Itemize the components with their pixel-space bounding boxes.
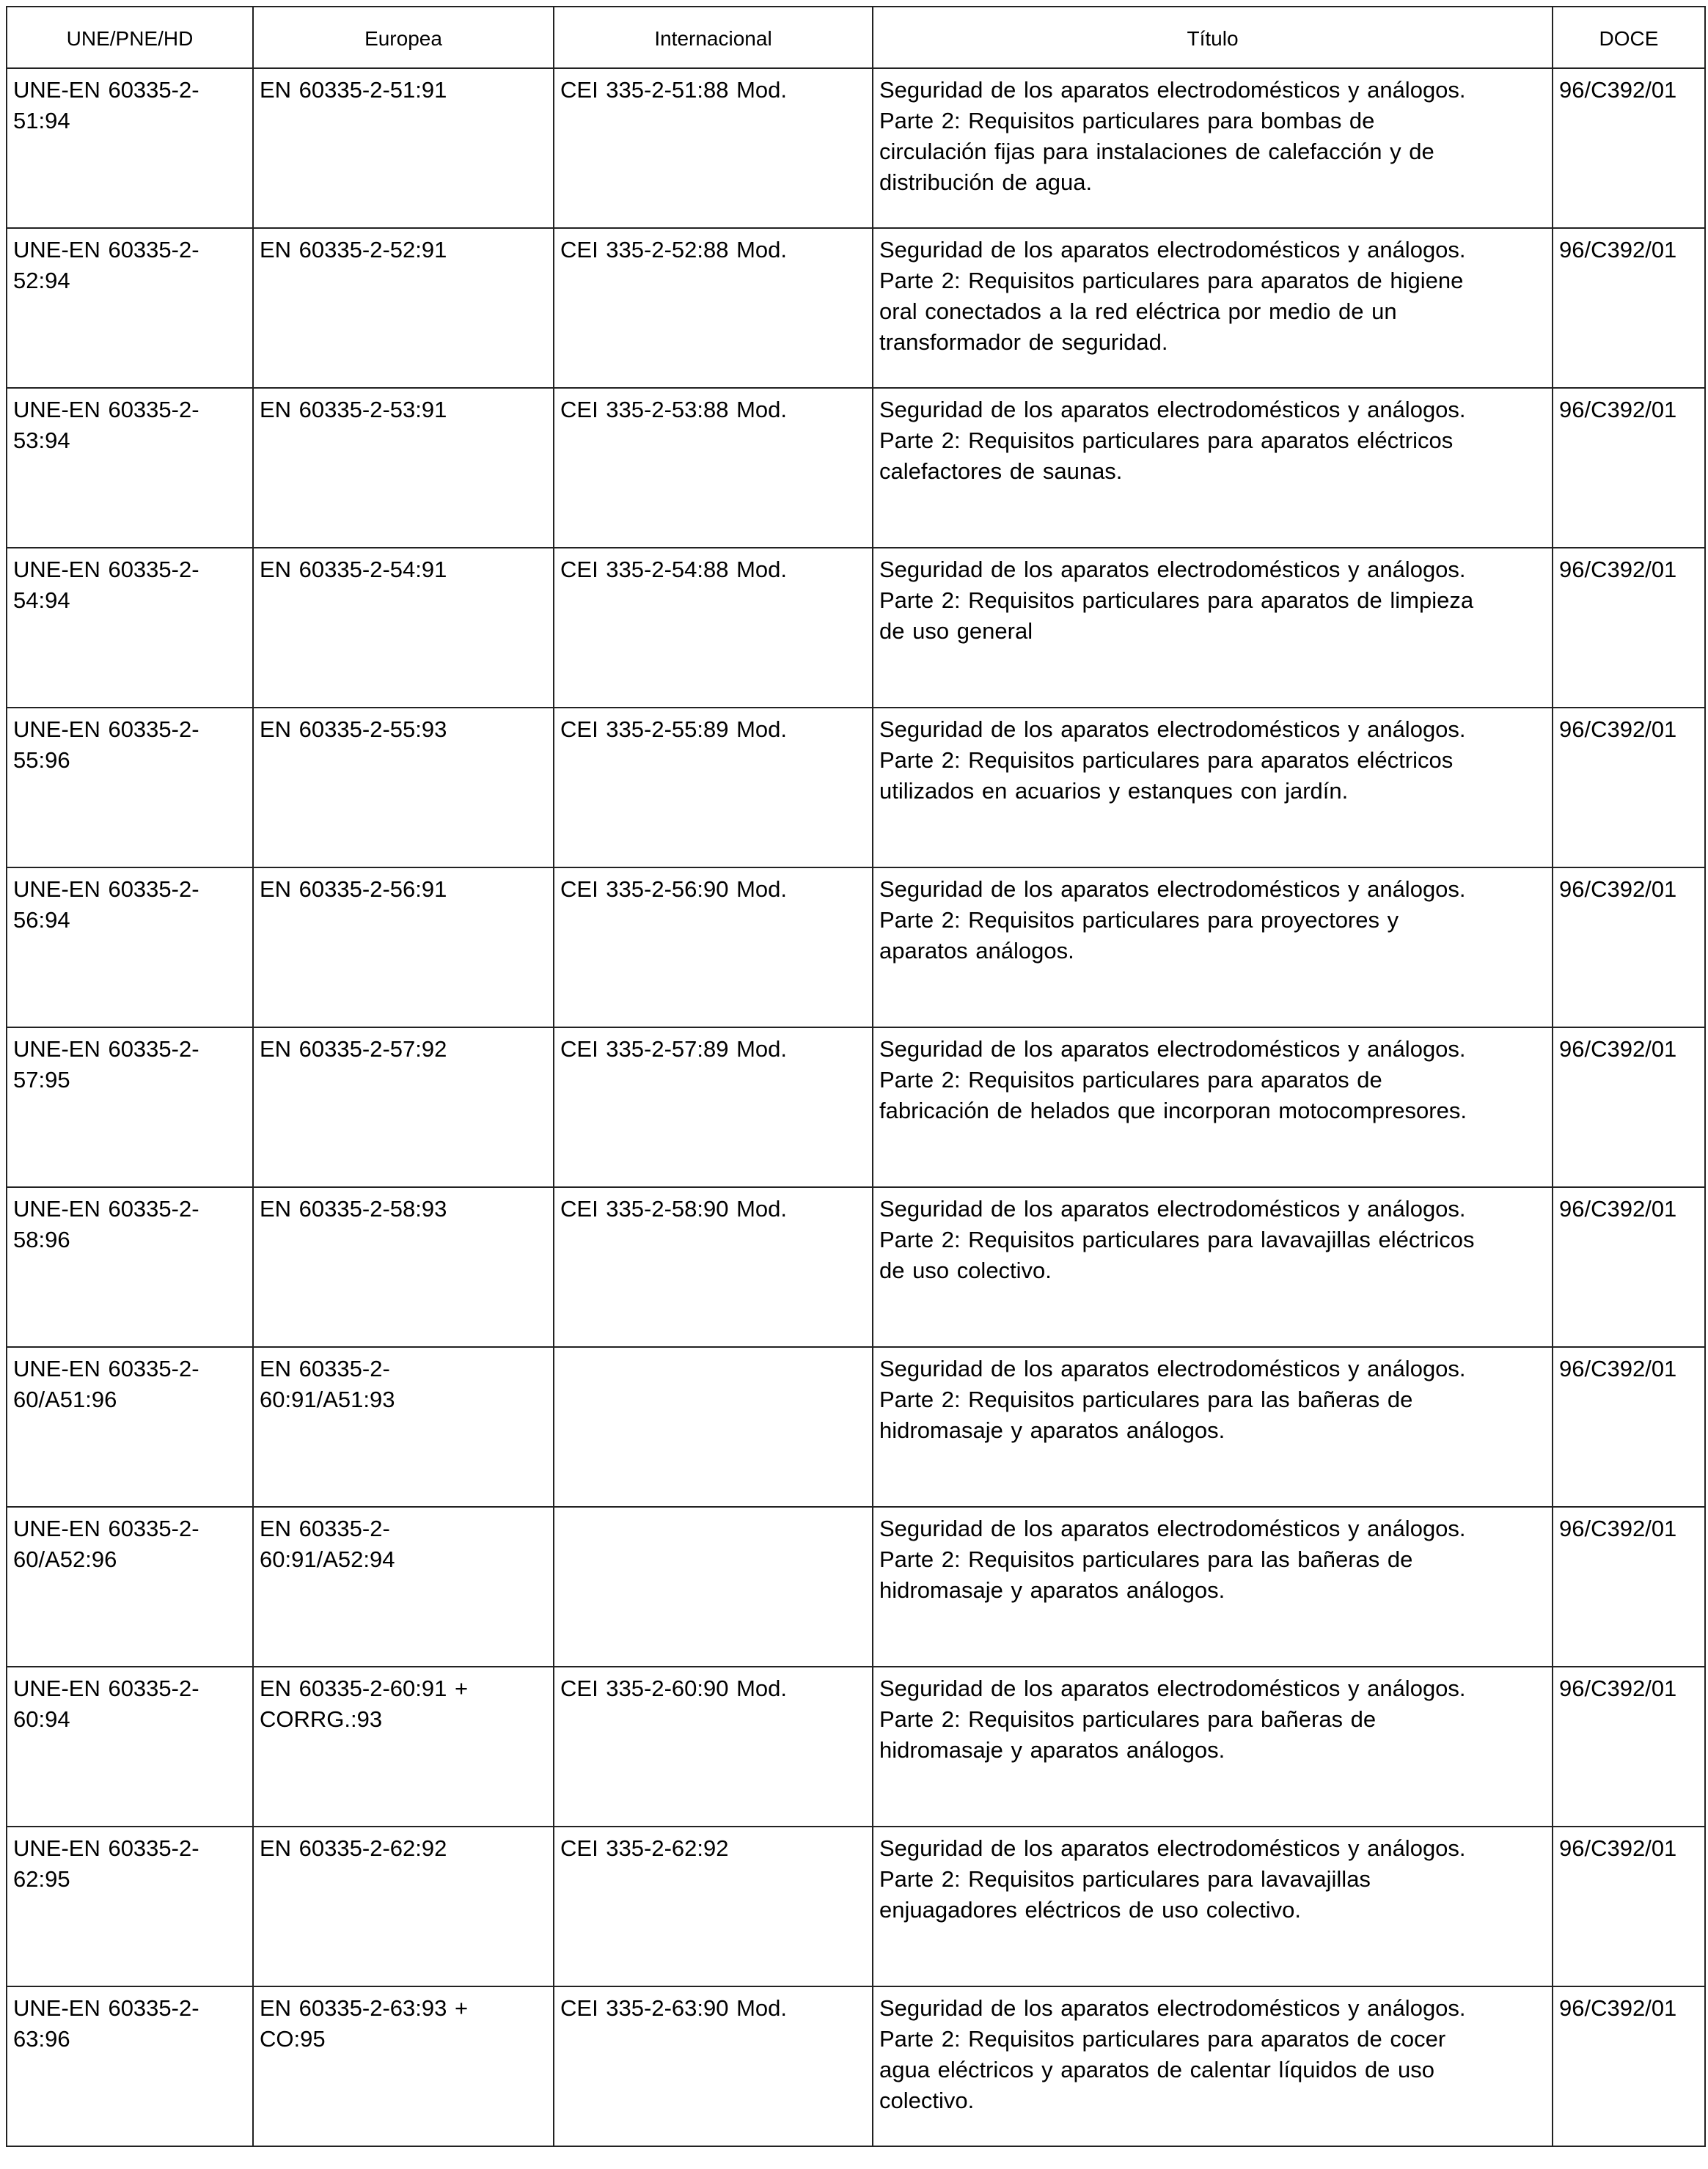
cell-une: UNE-EN 60335-2- 58:96 (7, 1187, 253, 1347)
table-row (7, 388, 1705, 548)
cell-titulo: Seguridad de los aparatos electrodomésticos y análogos. Parte 2: Requisitos particulares para las bañeras de hidromasaje y aparatos análogos. (873, 1507, 1553, 1667)
table-row (7, 1507, 1705, 1667)
cell-titulo: Seguridad de los aparatos electrodomésticos y análogos. Parte 2: Requisitos particulares para las bañeras de hidromasaje y aparatos análogos. (873, 1347, 1553, 1507)
cell-doce: 96/C392/01 (1553, 1667, 1705, 1827)
cell-internacional: CEI 335-2-56:90 Mod. (554, 867, 873, 1027)
header-doce: DOCE (1553, 7, 1705, 68)
cell-europea: EN 60335-2-57:92 (253, 1027, 554, 1187)
cell-une: UNE-EN 60335-2- 63:96 (7, 1986, 253, 2146)
cell-internacional (554, 1347, 873, 1507)
header-internacional: Internacional (554, 7, 873, 68)
cell-titulo: Seguridad de los aparatos electrodomésticos y análogos. Parte 2: Requisitos particulares para proyectores y aparatos análogos. (873, 867, 1553, 1027)
cell-doce: 96/C392/01 (1553, 708, 1705, 867)
cell-doce: 96/C392/01 (1553, 1507, 1705, 1667)
cell-europea: EN 60335-2-56:91 (253, 867, 554, 1027)
cell-une: UNE-EN 60335-2- 53:94 (7, 388, 253, 548)
cell-europea: EN 60335-2-52:91 (253, 228, 554, 388)
cell-doce: 96/C392/01 (1553, 867, 1705, 1027)
cell-doce: 96/C392/01 (1553, 1027, 1705, 1187)
cell-une: UNE-EN 60335-2- 60/A52:96 (7, 1507, 253, 1667)
table-row (7, 1027, 1705, 1187)
cell-titulo: Seguridad de los aparatos electrodomésticos y análogos. Parte 2: Requisitos particulares para aparatos eléctricos calefactores de saunas. (873, 388, 1553, 548)
table-row (7, 708, 1705, 867)
cell-doce: 96/C392/01 (1553, 1986, 1705, 2146)
cell-europea: EN 60335-2-54:91 (253, 548, 554, 708)
cell-une: UNE-EN 60335-2- 52:94 (7, 228, 253, 388)
table-row (7, 867, 1705, 1027)
cell-doce: 96/C392/01 (1553, 388, 1705, 548)
cell-internacional: CEI 335-2-58:90 Mod. (554, 1187, 873, 1347)
cell-internacional: CEI 335-2-53:88 Mod. (554, 388, 873, 548)
cell-europea: EN 60335-2- 60:91/A52:94 (253, 1507, 554, 1667)
cell-doce: 96/C392/01 (1553, 548, 1705, 708)
cell-europea: EN 60335-2-51:91 (253, 68, 554, 228)
cell-titulo: Seguridad de los aparatos electrodomésticos y análogos. Parte 2: Requisitos particulares para bombas de circulación fijas para instalaciones de calefacción y de distribución de agua. (873, 68, 1553, 228)
cell-titulo: Seguridad de los aparatos electrodomésticos y análogos. Parte 2: Requisitos particulares para aparatos eléctricos utilizados en acuarios y estanques con jardín. (873, 708, 1553, 867)
standards-table (6, 6, 1706, 2147)
cell-doce: 96/C392/01 (1553, 1827, 1705, 1986)
header-europea: Europea (253, 7, 554, 68)
cell-europea: EN 60335-2-55:93 (253, 708, 554, 867)
cell-une: UNE-EN 60335-2- 56:94 (7, 867, 253, 1027)
cell-une: UNE-EN 60335-2- 62:95 (7, 1827, 253, 1986)
cell-europea: EN 60335-2-60:91 + CORRG.:93 (253, 1667, 554, 1827)
table-row (7, 228, 1705, 388)
cell-titulo: Seguridad de los aparatos electrodomésticos y análogos. Parte 2: Requisitos particulares para lavavajillas enjuagadores eléctricos de uso colectivo. (873, 1827, 1553, 1986)
cell-une: UNE-EN 60335-2- 57:95 (7, 1027, 253, 1187)
cell-europea: EN 60335-2- 60:91/A51:93 (253, 1347, 554, 1507)
header-une: UNE/PNE/HD (7, 7, 253, 68)
cell-internacional: CEI 335-2-51:88 Mod. (554, 68, 873, 228)
cell-une: UNE-EN 60335-2- 51:94 (7, 68, 253, 228)
cell-doce: 96/C392/01 (1553, 68, 1705, 228)
header-titulo: Título (873, 7, 1553, 68)
table-row (7, 1667, 1705, 1827)
cell-une: UNE-EN 60335-2- 60/A51:96 (7, 1347, 253, 1507)
cell-doce: 96/C392/01 (1553, 1347, 1705, 1507)
cell-europea: EN 60335-2-58:93 (253, 1187, 554, 1347)
table-row (7, 68, 1705, 228)
cell-doce: 96/C392/01 (1553, 1187, 1705, 1347)
cell-internacional: CEI 335-2-60:90 Mod. (554, 1667, 873, 1827)
table-row (7, 548, 1705, 708)
cell-internacional: CEI 335-2-62:92 (554, 1827, 873, 1986)
cell-internacional: CEI 335-2-52:88 Mod. (554, 228, 873, 388)
cell-titulo: Seguridad de los aparatos electrodomésticos y análogos. Parte 2: Requisitos particulares para aparatos de cocer agua eléctricos y aparatos de calentar líquidos de uso colectivo. (873, 1986, 1553, 2146)
cell-titulo: Seguridad de los aparatos electrodomésticos y análogos. Parte 2: Requisitos particulares para bañeras de hidromasaje y aparatos análogos. (873, 1667, 1553, 1827)
table-row (7, 1986, 1705, 2146)
table-row (7, 1827, 1705, 1986)
cell-internacional (554, 1507, 873, 1667)
cell-internacional: CEI 335-2-55:89 Mod. (554, 708, 873, 867)
cell-internacional: CEI 335-2-63:90 Mod. (554, 1986, 873, 2146)
table-body (7, 68, 1705, 2146)
cell-europea: EN 60335-2-53:91 (253, 388, 554, 548)
cell-internacional: CEI 335-2-57:89 Mod. (554, 1027, 873, 1187)
cell-une: UNE-EN 60335-2- 55:96 (7, 708, 253, 867)
table-row (7, 1187, 1705, 1347)
cell-titulo: Seguridad de los aparatos electrodomésticos y análogos. Parte 2: Requisitos particulares para lavavajillas eléctricos de uso colectivo. (873, 1187, 1553, 1347)
cell-titulo: Seguridad de los aparatos electrodomésticos y análogos. Parte 2: Requisitos particulares para aparatos de fabricación de helados que incorporan motocompresores. (873, 1027, 1553, 1187)
cell-une: UNE-EN 60335-2- 54:94 (7, 548, 253, 708)
cell-titulo: Seguridad de los aparatos electrodomésticos y análogos. Parte 2: Requisitos particulares para aparatos de limpieza de uso general (873, 548, 1553, 708)
cell-une: UNE-EN 60335-2- 60:94 (7, 1667, 253, 1827)
cell-internacional: CEI 335-2-54:88 Mod. (554, 548, 873, 708)
header-row (7, 7, 1705, 68)
table-row (7, 1347, 1705, 1507)
cell-doce: 96/C392/01 (1553, 228, 1705, 388)
cell-titulo: Seguridad de los aparatos electrodomésticos y análogos. Parte 2: Requisitos particulares para aparatos de higiene oral conectados a la red eléctrica por medio de un transformador de seguridad. (873, 228, 1553, 388)
table-header (7, 7, 1705, 68)
cell-europea: EN 60335-2-63:93 + CO:95 (253, 1986, 554, 2146)
cell-europea: EN 60335-2-62:92 (253, 1827, 554, 1986)
